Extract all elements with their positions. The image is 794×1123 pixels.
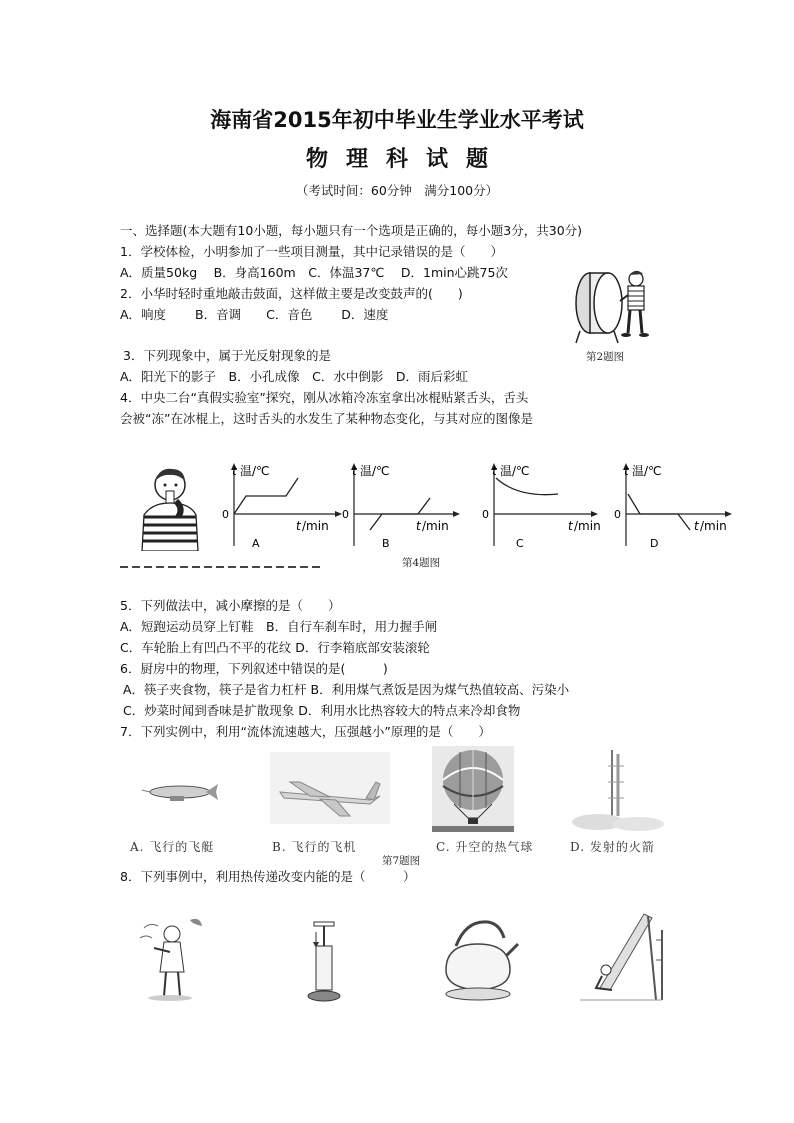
- q7-caption-a: A. 飞行的飞艇: [130, 840, 215, 854]
- q1-options: A．质量50kg B．身高160m C．体温37℃ D．1min心跳75次: [120, 265, 508, 280]
- airplane-image: [270, 752, 390, 824]
- q4-stem-line1: 4．中央二台“真假实验室”探究，刚从冰箱冷冻室拿出冰棍贴紧舌头，舌头: [120, 390, 529, 405]
- q8-stem: 8．下列事例中，利用热传递改变内能的是（ ）: [120, 869, 416, 884]
- graph-c-label: C: [516, 537, 524, 550]
- q4-graphs: [218, 458, 748, 556]
- q3-options: A．阳光下的影子 B．小孔成像 C．水中倒影 D．雨后彩虹: [120, 369, 468, 384]
- q2-stem: 2．小华时轻时重地敲击鼓面，这样做主要是改变鼓声的( ): [120, 286, 463, 301]
- cropped-text-fragment: [120, 564, 320, 569]
- q2-caption: 第2题图: [586, 351, 625, 363]
- q5-stem: 5．下列做法中，减小摩擦的是（ ）: [120, 598, 341, 613]
- graph-a-y-axis-letter: t: [232, 464, 237, 478]
- q6-stem: 6．厨房中的物理，下列叙述中错误的是( ): [120, 661, 388, 676]
- q7-figure-caption: 第7题图: [382, 855, 421, 867]
- q6-options-line2: C．炒菜时闻到香味是扩散现象 D．利用水比热容较大的特点来冷却食物: [123, 703, 521, 718]
- drum-illustration: [568, 265, 658, 345]
- slide-image: [576, 910, 666, 1004]
- graph-d-origin: 0: [614, 508, 621, 521]
- q7-stem: 7．下列实例中，利用“流体流速越大，压强越小”原理的是（ ）: [120, 724, 491, 739]
- graph-c-ylabel: 温/℃: [500, 464, 530, 478]
- graph-a-xlabel: /min: [302, 519, 329, 533]
- q7-caption-d: D. 发射的火箭: [570, 840, 655, 854]
- boy-ice-pop-illustration: [132, 465, 206, 551]
- exam-info: （考试时间：60分钟 满分100分）: [295, 183, 499, 198]
- graph-b-x-axis-letter: t: [416, 519, 421, 533]
- q4-caption: 第4题图: [402, 557, 441, 569]
- q5-options-line1: A．短跑运动员穿上钉鞋 B．自行车刹车时，用力握手闸: [120, 619, 438, 634]
- graph-c-y-axis-letter: t: [492, 464, 497, 478]
- graph-d-y-axis-letter: t: [624, 464, 629, 478]
- graph-a-ylabel: 温/℃: [240, 464, 270, 478]
- air-compressor-image: [300, 918, 350, 1004]
- q1-stem: 1．学校体检，小明参加了一些项目测量，其中记录错误的是（ ）: [120, 244, 503, 259]
- graph-a-origin: 0: [222, 508, 229, 521]
- q2-options: A．响度 B．音调 C．音色 D．速度: [120, 307, 389, 322]
- graph-b-y-axis-letter: t: [352, 464, 357, 478]
- q5-options-line2: C．车轮胎上有凹凸不平的花纹 D．行李箱底部安装滚轮: [120, 640, 430, 655]
- exam-title: 海南省2015年初中毕业生学业水平考试: [210, 108, 584, 132]
- graph-c-x-axis-letter: t: [568, 519, 573, 533]
- graph-d-ylabel: 温/℃: [632, 464, 662, 478]
- rubbing-hands-image: [130, 912, 210, 1002]
- graph-b: [342, 463, 460, 550]
- q7-caption-c: C. 升空的热气球: [436, 840, 534, 854]
- graph-d-label: D: [650, 537, 659, 550]
- rocket-launch-image: [568, 746, 668, 832]
- hot-air-balloon-image: [432, 746, 514, 832]
- kettle-image: [436, 912, 522, 1004]
- graph-c: [482, 463, 601, 550]
- q7-caption-b: B. 飞行的飞机: [272, 840, 357, 854]
- section-heading: 一、选择题(本大题有10小题，每小题只有一个选项是正确的，每小题3分，共30分): [120, 223, 583, 238]
- graph-a: [222, 463, 342, 550]
- graph-a-label: A: [252, 537, 260, 550]
- graph-a-x-axis-letter: t: [296, 519, 301, 533]
- graph-b-origin: 0: [342, 508, 349, 521]
- graph-b-label: B: [382, 537, 390, 550]
- graph-d-x-axis-letter: t: [694, 519, 699, 533]
- q6-options-line1: A．筷子夹食物，筷子是省力杠杆 B．利用煤气煮饭是因为煤气热值较高、污染小: [123, 682, 570, 697]
- q4-stem-line2: 会被“冻”在冰棍上，这时舌头的水发生了某种物态变化，与其对应的图像是: [120, 411, 533, 426]
- graph-c-origin: 0: [482, 508, 489, 521]
- graph-b-xlabel: /min: [422, 519, 449, 533]
- graph-b-ylabel: 温/℃: [360, 464, 390, 478]
- graph-c-xlabel: /min: [574, 519, 601, 533]
- airship-image: [140, 772, 220, 812]
- q3-stem: 3．下列现象中，属于光反射现象的是: [123, 348, 331, 363]
- graph-d-xlabel: /min: [700, 519, 727, 533]
- graph-d: [614, 463, 732, 550]
- subject-title: 物理科试题: [305, 147, 506, 172]
